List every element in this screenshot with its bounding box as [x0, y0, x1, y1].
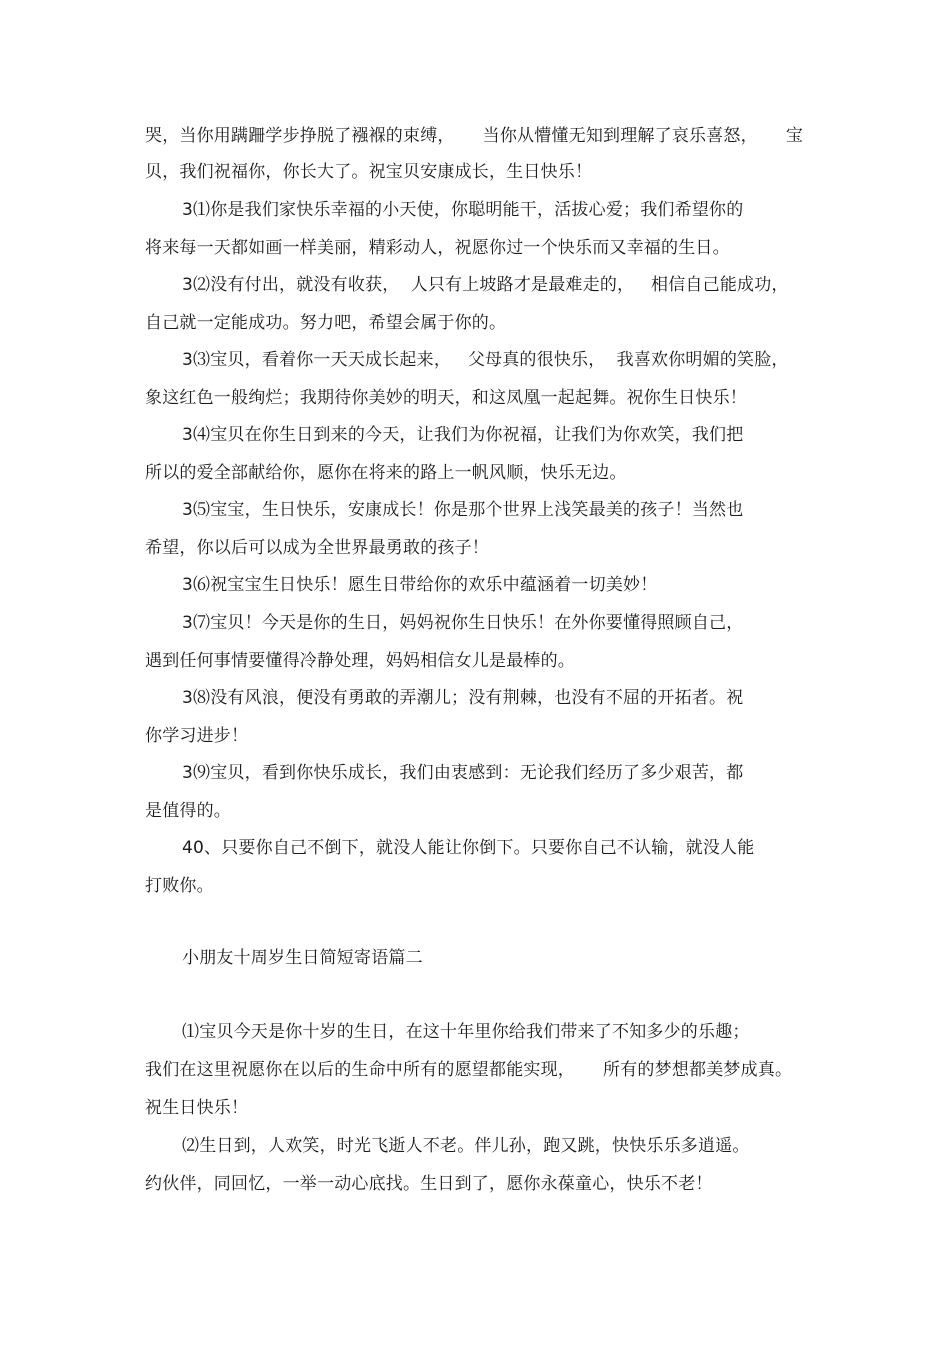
- wish-item-32-line2: 自己就一定能成功。努力吧，希望会属于你的。: [145, 313, 507, 333]
- wish-item-36-line1: 3⑹祝宝宝生日快乐！愿生日带给你的欢乐中蕴涵着一切美妙！: [182, 575, 658, 595]
- wish-item-37-line1: 3⑺宝贝！今天是你的生日，妈妈祝你生日快乐！在外你要懂得照顾自己，: [182, 613, 744, 633]
- wish-item-35-line2: 希望，你以后可以成为全世界最勇敢的孩子！: [145, 538, 489, 558]
- wish-item-31-line1: 3⑴你是我们家快乐幸福的小天使，你聪明能干，活拔心爱；我们希望你的: [182, 200, 744, 220]
- wish-item-40-line2: 打败你。: [145, 876, 214, 896]
- wish-item-38-line2: 你学习进步！: [145, 726, 249, 746]
- paragraph-line: 贝，我们祝福你，你长大了。祝宝贝安康成长，生日快乐！: [145, 162, 593, 182]
- wish-item-38-line1: 3⑻没有风浪，便没有勇敢的弄潮儿；没有荆棘，也没有不屈的开拓者。祝: [182, 688, 744, 708]
- section-heading: 小朋友十周岁生日简短寄语篇二: [182, 948, 423, 968]
- wish-item-34-line2: 所以的爱全部献给你，愿你在将来的路上一帆风顺，快乐无边。: [145, 463, 627, 483]
- wish-item-39-line2: 是值得的。: [145, 801, 231, 821]
- wish-item-2-line2: 约伙伴，同回忆，一举一动心底找。生日到了，愿你永葆童心，快乐不老！: [145, 1174, 713, 1194]
- wish-item-32-line1: 3⑵没有付出，就没有收获， 人只有上坡路才是最难走的， 相信自己能成功，: [182, 275, 789, 295]
- wish-item-1-line1: ⑴宝贝今天是你十岁的生日，在这十年里你给我们带来了不知多少的乐趣；: [182, 1022, 750, 1042]
- wish-item-1-line3: 祝生日快乐！: [145, 1098, 249, 1118]
- wish-item-2-line1: ⑵生日到，人欢笑，时光飞逝人不老。伴儿孙，跑又跳，快快乐乐多逍遥。: [182, 1136, 750, 1156]
- wish-item-1-line2: 我们在这里祝愿你在以后的生命中所有的愿望都能实现， 所有的梦想都美梦成真。: [145, 1060, 793, 1080]
- wish-item-37-line2: 遇到任何事情要懂得冷静处理，妈妈相信女儿是最棒的。: [145, 651, 575, 671]
- wish-item-34-line1: 3⑷宝贝在你生日到来的今天，让我们为你祝福，让我们为你欢笑，我们把: [182, 425, 744, 445]
- wish-item-31-line2: 将来每一天都如画一样美丽，精彩动人，祝愿你过一个快乐而又幸福的生日。: [145, 238, 730, 258]
- wish-item-39-line1: 3⑼宝贝，看到你快乐成长，我们由衷感到：无论我们经历了多少艰苦，都: [182, 763, 744, 783]
- wish-item-33-line2: 象这红色一般绚烂；我期待你美妙的明天，和这凤凰一起起舞。祝你生日快乐！: [145, 388, 747, 408]
- wish-item-35-line1: 3⑸宝宝，生日快乐，安康成长！你是那个世界上浅笑最美的孩子！当然也: [182, 500, 744, 520]
- paragraph-line: 哭，当你用蹒跚学步挣脱了襁褓的束缚， 当你从懵懂无知到理解了哀乐喜怒， 宝: [145, 126, 804, 146]
- wish-item-33-line1: 3⑶宝贝，看着你一天天成长起来， 父母真的很快乐， 我喜欢你明媚的笑脸，: [182, 350, 789, 370]
- wish-item-40-line1: 40、只要你自己不倒下，就没人能让你倒下。只要你自己不认输，就没人能: [182, 838, 755, 858]
